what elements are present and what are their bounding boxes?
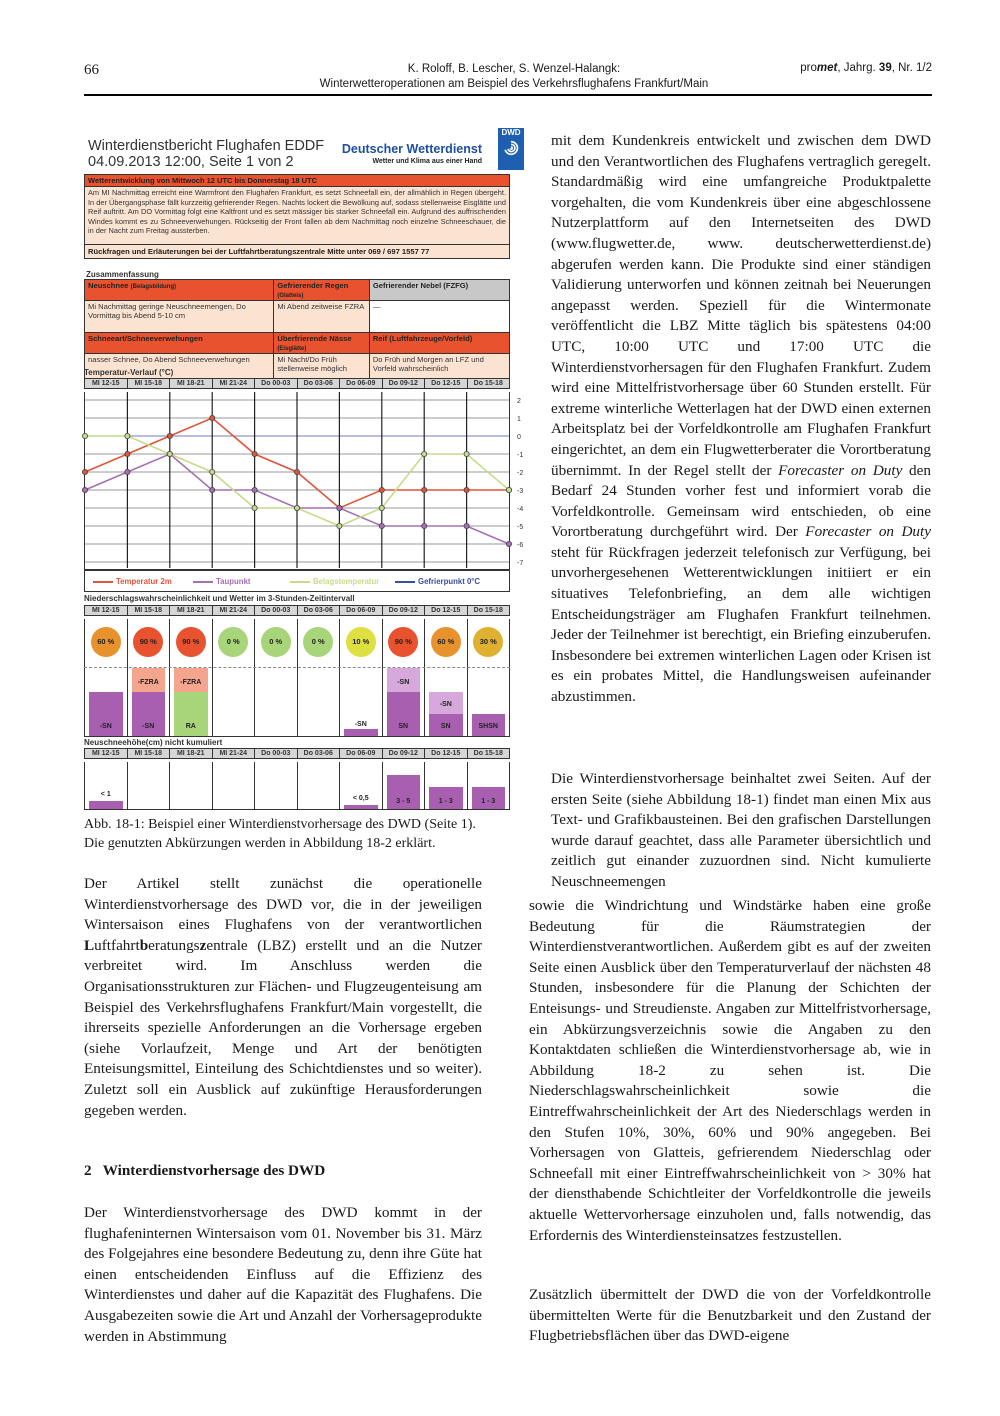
data-point bbox=[252, 451, 257, 456]
data-point bbox=[294, 469, 299, 474]
dashed-separator bbox=[84, 667, 510, 668]
snow-cell bbox=[85, 762, 128, 809]
probability-circle: 30 % bbox=[473, 627, 503, 657]
data-point bbox=[252, 487, 257, 492]
running-title bbox=[264, 62, 764, 92]
article-title: Winterwetteroperationen am Beispiel des Verkehrsflughafens Frankfurt/Main bbox=[319, 78, 709, 90]
data-point bbox=[167, 451, 172, 456]
time-slot-header: Do 06-09 bbox=[340, 606, 383, 615]
data-point bbox=[82, 469, 87, 474]
time-slot-header: Do 12-15 bbox=[425, 606, 468, 615]
snow-cell bbox=[213, 762, 256, 809]
summary-head-naesse: Überfrierende Nässe (Eisglätte) bbox=[274, 333, 369, 354]
snow-row bbox=[84, 762, 510, 810]
temp-time-header bbox=[84, 378, 510, 389]
development-heading: Wetterentwicklung von Mittwoch 12 UTC bis Donnerstag 18 UTC bbox=[85, 175, 509, 187]
precip-type-bar: -SN bbox=[429, 692, 463, 714]
data-point bbox=[422, 523, 427, 528]
data-point bbox=[125, 451, 130, 456]
page-number: 66 bbox=[84, 62, 99, 78]
data-point bbox=[379, 505, 384, 510]
data-point bbox=[294, 505, 299, 510]
snow-cell bbox=[298, 762, 341, 809]
summary-head-schneeart: Schneeart/Schneeverwehungen bbox=[85, 333, 274, 354]
contact-line: Rückfragen und Erläuterungen bei der Luftfahrtberatungszentrale Mitte unter 069 / 697 1557 77 bbox=[85, 244, 509, 258]
snow-label: 1 - 3 bbox=[438, 798, 453, 805]
snow-cell bbox=[425, 762, 468, 809]
precip-type-bar: -FZRA bbox=[132, 668, 166, 692]
snow-time-header bbox=[84, 748, 510, 759]
precip-cell bbox=[255, 619, 298, 736]
time-slot-header: Do 15-18 bbox=[473, 750, 503, 757]
precip-time-header bbox=[84, 605, 510, 616]
temperature-chart-svg bbox=[85, 392, 535, 572]
time-slot-header: MI 15-18 bbox=[128, 606, 171, 615]
summary-title: Zusammenfassung bbox=[86, 270, 159, 279]
data-point bbox=[379, 487, 384, 492]
data-point bbox=[125, 469, 130, 474]
time-slot-header: MI 12-15 bbox=[85, 606, 128, 615]
data-point bbox=[167, 433, 172, 438]
time-slot-header: Do 12-15 bbox=[425, 749, 468, 758]
right-paragraph-3: Zusätzlich übermittelt der DWD die von der Vorfeldkontrolle übermittelten Werte für die Benutzbarkeit und den Zustand der Flugbetriebsflächen über das DWD-eigene bbox=[529, 1286, 931, 1345]
right-paragraph-2b: sowie die Windrichtung und Windstärke haben eine große Bedeutung für die Räumstrategien der Winterdienstverantwortlichen. Außerdem gibt es auf der zweiten Seite einen Ausblick über den Temperaturverlauf der nächsten 48 Stunden, insbesondere für die Planung der Schichten der Enteisungs- und Streudienste. Angaben zur Mittelfristvorhersage, ein Abkürzungsverzeichnis sowie die Angaben zu den Kontaktdaten schließen die Winterdienstvorhersage ab, wie in Abbildung 18-2 zu sehen ist. Die Niederschlagswahrscheinlichkeit sowie die Eintreffwahrscheinlichkeit der Art des Niederschlags werden in den Stufen 10%, 30%, 60% und 90% angegeben. Bei Vorhersagen von Glatteis, gefrierendem Niederschlag oder Schneefall mit einer Eintreffwahrscheinlichkeit von > 30% hat der diensthabende Schichtleiter der Vorfeldkontrolle die jeweils aktuelle Wettervorhersage einzuholen und, falls notwendig, das Erfordernis des Winterdiensteinsatzes festzustellen. bbox=[529, 897, 931, 1244]
snow-cell bbox=[255, 762, 298, 809]
precip-title: Niederschlagswahrscheinlichkeit und Wetter im 3-Stunden-Zeitintervall bbox=[84, 594, 355, 603]
dwd-logo-slogan: Wetter und Klima aus einer Hand bbox=[372, 158, 482, 165]
summary-head-fzra: Gefrierender Regen (Glatteis) bbox=[274, 280, 369, 301]
summary-cell: Mi Nachmittag geringe Neuschneemengen, Do Vormittag bis Abend 5-10 cm bbox=[85, 301, 274, 333]
time-slot-header: Do 09-12 bbox=[383, 379, 426, 388]
snow-cell bbox=[340, 762, 383, 809]
data-point bbox=[210, 469, 215, 474]
summary-head-reif: Reif (Luftfahrzeuge/Vorfeld) bbox=[369, 333, 509, 354]
data-point bbox=[252, 505, 257, 510]
precip-type-bar: SN bbox=[387, 692, 421, 736]
legend-item: Belagstemperatur bbox=[290, 577, 379, 586]
time-slot-header: MI 12-15 bbox=[85, 379, 128, 388]
data-point bbox=[337, 523, 342, 528]
snow-cell bbox=[383, 762, 426, 809]
snow-label: 1 - 3 bbox=[481, 798, 496, 805]
report-title: Winterdienstbericht Flughafen EDDF 04.09.2013 12:00, Seite 1 von 2 bbox=[88, 138, 325, 170]
y-tick-label: -5 bbox=[517, 524, 524, 531]
snow-title: Neuschneehöhe(cm) nicht kumuliert bbox=[84, 738, 223, 747]
authors: K. Roloff, B. Lescher, S. Wenzel-Halangk: bbox=[407, 63, 621, 75]
development-text: Am MI Nachmittag erreicht eine Warmfront den Flughafen Frankfurt, es setzt Schneefall ein, der allmählich in Regen übergeht. In der Übergangsphase fällt kurzzeitig gefrierender Regen. Nachts lockert die Bewölkung auf, sodass stellenweise Eisglätte und Reif auftritt. Am DO Vormittag folgt eine Kaltfront und es setzt mässiger bis starker Schneefall ein. Aufgrund des auffrischenden Windes kommt es zu Schneeverwehungen. Rückseitig der Front fallen ab dem Nachmittag noch einzelne Schneeschauer, die in der Nacht zum Freitag aussterben. bbox=[88, 188, 506, 236]
data-point bbox=[464, 451, 469, 456]
legend-item: Gefrierpunkt 0°C bbox=[395, 577, 480, 586]
section-paragraph: Der Winterdienstvorhersage des DWD kommt in der flughafeninternen Wintersaison vom 01. November bis 31. März des Folgejahres eine besondere Bedeutung zu, denn ihre Güte hat einen entscheidenden Einfluss auf die Effizienz des Winterdienstes und daher auf die Kapazität des Flughafens. Die Ausgabezeiten sowie die Art und Anzahl der Vorhersageprodukte werden in Abstimmung bbox=[84, 1204, 482, 1345]
precip-cell bbox=[298, 619, 341, 736]
right-paragraph-1: mit dem Kundenkreis entwickelt und zwischen dem DWD und den Verantwortlichen des Flughafens vertraglich geregelt. Standardmäßig wird eine umfangreiche Produktpalette vorgehalten, die vom Kundenkreis über eine abgeschlossene Nutzerplattform auf den Internetseiten des DWD (www.flugwetter.de, www. deutscherwetterdienst.de) abgerufen werden kann. Die Produkte sind einer ständigen Validierung unterworfen und können zeitnah bei Neuerungen angepasst werden. Speziell für die Wintermonate veröffentlicht die LBZ Mitte täglich bis spätestens 04:00 UTC, 10:00 UTC und 17:00 UTC die Winterdienstvorhersagen für den Flughafen Frankfurt. Zudem wird eine Mittelfristvorhersage über 60 Stunden erstellt. Für extreme winterliche Wetterlagen hat der DWD einen externen Arbeitsplatz bei der Vorfeldkontrolle am Flughafen Frankfurt eingerichtet, an dem ein Flugwetterberater die Vorortberatung übernimmt. In der Regel stellt der Forecaster on Duty den Bedarf 24 Stunden vorher fest und informiert vorab die Vorfeldkontrolle. Gemeinsam wird entschieden, ob eine Vorortberatung durchgeführt wird. Der Forecaster on Duty steht für Rückfragen jederzeit telefonisch zur Verfügung, bei unvorhergesehenen Wetterentwicklungen initiiert er ein situatives Telefonbriefing, an dem alle wichtigen Entscheidungsträger am Flughafen Frankfurt teilnehmen. Jeder der Teilnehmer ist berechtigt, ein Briefing einzuberufen. Insbesondere bei extremen winterlichen Lagen oder Krisen ist es ein probates Mittel, die Handlungsweisen aufeinander abzustimmen. bbox=[551, 132, 931, 706]
time-slot-header: Do 00-03 bbox=[255, 606, 298, 615]
temperature-title: Temperatur-Verlauf (°C) bbox=[84, 368, 174, 377]
precip-type-bar: -SN bbox=[387, 668, 421, 692]
precip-type-bar: -FZRA bbox=[174, 668, 208, 692]
time-slot-header: MI 18-21 bbox=[170, 379, 213, 388]
time-slot-header: Do 06-09 bbox=[340, 379, 383, 388]
y-tick-label: -4 bbox=[517, 506, 524, 513]
legend-swatch bbox=[193, 581, 213, 583]
time-slot-header: MI 18-21 bbox=[170, 606, 213, 615]
data-point bbox=[82, 433, 87, 438]
precip-row bbox=[84, 619, 510, 737]
snow-label: 3 - 5 bbox=[396, 798, 411, 805]
probability-circle: 60 % bbox=[91, 627, 121, 657]
weather-development-box bbox=[84, 174, 510, 259]
precip-cell bbox=[468, 619, 510, 736]
figure-caption: Abb. 18-1: Beispiel einer Winterdienstvorhersage des DWD (Seite 1). Die genutzten Abkürzungen werden in Abbildung 18-2 erklärt. bbox=[84, 817, 476, 851]
snow-cell bbox=[128, 762, 171, 809]
data-point bbox=[464, 523, 469, 528]
journal-info: promet, Jahrg. 39, Nr. 1/2 bbox=[800, 62, 932, 74]
time-slot-header: Do 03-06 bbox=[298, 606, 341, 615]
page-header bbox=[84, 60, 932, 96]
dwd-swirl-icon bbox=[502, 139, 520, 157]
snow-label: < 0,5 bbox=[352, 795, 369, 802]
time-slot-header: Do 12-15 bbox=[425, 379, 468, 388]
data-point bbox=[337, 505, 342, 510]
legend-item: Taupunkt bbox=[193, 577, 251, 586]
precip-type-bar: -SN bbox=[344, 729, 378, 736]
time-slot-header: Do 03-06 bbox=[298, 379, 341, 388]
precip-cell bbox=[170, 619, 213, 736]
precip-type-bar: -SN bbox=[89, 692, 123, 736]
time-slot-header: Do 15-18 bbox=[473, 607, 503, 614]
summary-cell: nasser Schnee, Do Abend Schneeverwehungen bbox=[85, 354, 274, 386]
y-tick-label: 2 bbox=[517, 398, 521, 405]
y-tick-label: -1 bbox=[517, 452, 524, 459]
data-point bbox=[125, 433, 130, 438]
precip-cell bbox=[383, 619, 426, 736]
time-slot-header: MI 21-24 bbox=[213, 606, 256, 615]
probability-circle: 60 % bbox=[431, 627, 461, 657]
summary-head-fzfg: Gefrierender Nebel (FZFG) bbox=[369, 280, 509, 301]
probability-circle: 10 % bbox=[346, 627, 376, 657]
precip-type-bar: RA bbox=[174, 692, 208, 736]
time-slot-header: Do 00-03 bbox=[255, 749, 298, 758]
y-tick-label: -7 bbox=[517, 560, 524, 567]
snow-cell bbox=[468, 762, 510, 809]
data-point bbox=[82, 487, 87, 492]
dwd-logo-name: Deutscher Wetterdienst bbox=[341, 142, 482, 156]
precip-cell bbox=[425, 619, 468, 736]
summary-head-neuschnee: Neuschnee (Belagsbildung) bbox=[85, 280, 274, 301]
y-tick-label: 1 bbox=[517, 416, 521, 423]
snow-cell bbox=[170, 762, 213, 809]
precip-cell bbox=[128, 619, 171, 736]
data-point bbox=[379, 523, 384, 528]
y-tick-label: 0 bbox=[517, 434, 521, 441]
time-slot-header: Do 15-18 bbox=[473, 380, 503, 387]
snow-bar bbox=[89, 801, 123, 809]
legend-item: Temperatur 2m bbox=[93, 577, 172, 586]
section-heading: 2 Winterdienstvorhersage des DWD bbox=[84, 1162, 326, 1179]
precip-cell bbox=[340, 619, 383, 736]
time-slot-header: Do 03-06 bbox=[298, 749, 341, 758]
time-slot-header: Do 09-12 bbox=[383, 606, 426, 615]
dwd-logo: DWD bbox=[498, 128, 524, 170]
legend-swatch bbox=[93, 581, 113, 583]
precip-type-bar: -SN bbox=[132, 692, 166, 736]
time-slot-header: MI 21-24 bbox=[213, 379, 256, 388]
probability-circle: 90 % bbox=[176, 627, 206, 657]
probability-circle: 0 % bbox=[218, 627, 248, 657]
summary-cell: Mi Nacht/Do Früh stellenweise möglich bbox=[274, 354, 369, 386]
y-tick-label: -2 bbox=[517, 470, 524, 477]
legend-swatch bbox=[290, 581, 310, 583]
time-slot-header: Do 06-09 bbox=[340, 749, 383, 758]
time-slot-header: MI 18-21 bbox=[170, 749, 213, 758]
probability-circle: 90 % bbox=[388, 627, 418, 657]
data-point bbox=[506, 541, 511, 546]
probability-circle: 0 % bbox=[261, 627, 291, 657]
data-point bbox=[210, 415, 215, 420]
time-slot-header: MI 15-18 bbox=[128, 749, 171, 758]
time-slot-header: MI 15-18 bbox=[128, 379, 171, 388]
snow-label: < 1 bbox=[100, 791, 111, 798]
right-paragraph-2a: Die Winterdienstvorhersage beinhaltet zwei Seiten. Auf der ersten Seite (siehe Abbildung 18-1) findet man einen Mix aus Text- und Grafikbausteinen. Bei den grafischen Darstellungen wurde darauf geachtet, dass alle Parameter übersichtlich und zeitlich gut einander zuzuordnen sind. Nicht kumulierte Neuschneemengen bbox=[551, 770, 931, 890]
temperature-chart bbox=[84, 392, 524, 570]
intro-paragraph: Der Artikel stellt zunächst die operationelle Winterdienstvorhersage des DWD vor, die in der jeweiligen Wintersaison eines Flughafens von der verantwortlichen Luftfahrtberatungszentrale (LBZ) erstellt und an die Nutzer verbreitet wird. Im Anschluss werden die Organisationsstrukturen zur Flächen- und Flugzeugenteisung am Beispiel des Verkehrsflughafens Frankfurt/Main vorgestellt, die ihrerseits spezielle Anforderungen an die Vorhersage ergeben (siehe Vorlaufzeit, Menge und Art der benötigten Enteisungsmittel, Einteilung des Schichtdienstes und so weiter). Zuletzt soll ein Ausblick auf zukünftige Herausforderungen gegeben werden. bbox=[84, 875, 482, 1119]
data-point bbox=[506, 487, 511, 492]
chart-legend bbox=[84, 570, 510, 592]
time-slot-header: Do 00-03 bbox=[255, 379, 298, 388]
figure-winter-report bbox=[84, 124, 524, 812]
summary-cell: Mi Abend zeitweise FZRA bbox=[274, 301, 369, 333]
data-point bbox=[464, 487, 469, 492]
probability-circle: 90 % bbox=[133, 627, 163, 657]
precip-type-bar: SHSN bbox=[472, 714, 506, 736]
precip-cell bbox=[85, 619, 128, 736]
legend-swatch bbox=[395, 581, 415, 583]
summary-cell: — bbox=[369, 301, 509, 333]
time-slot-header: Do 09-12 bbox=[383, 749, 426, 758]
precip-type-bar: SN bbox=[429, 714, 463, 736]
y-tick-label: -6 bbox=[517, 542, 524, 549]
data-point bbox=[422, 487, 427, 492]
snow-bar bbox=[344, 805, 378, 809]
y-tick-label: -3 bbox=[517, 488, 524, 495]
data-point bbox=[210, 487, 215, 492]
summary-cell: Do Früh und Morgen an LFZ und Vorfeld wahrscheinlich bbox=[369, 354, 509, 386]
time-slot-header: MI 21-24 bbox=[213, 749, 256, 758]
probability-circle: 0 % bbox=[303, 627, 333, 657]
time-slot-header: MI 12-15 bbox=[85, 749, 128, 758]
precip-cell bbox=[213, 619, 256, 736]
data-point bbox=[422, 451, 427, 456]
